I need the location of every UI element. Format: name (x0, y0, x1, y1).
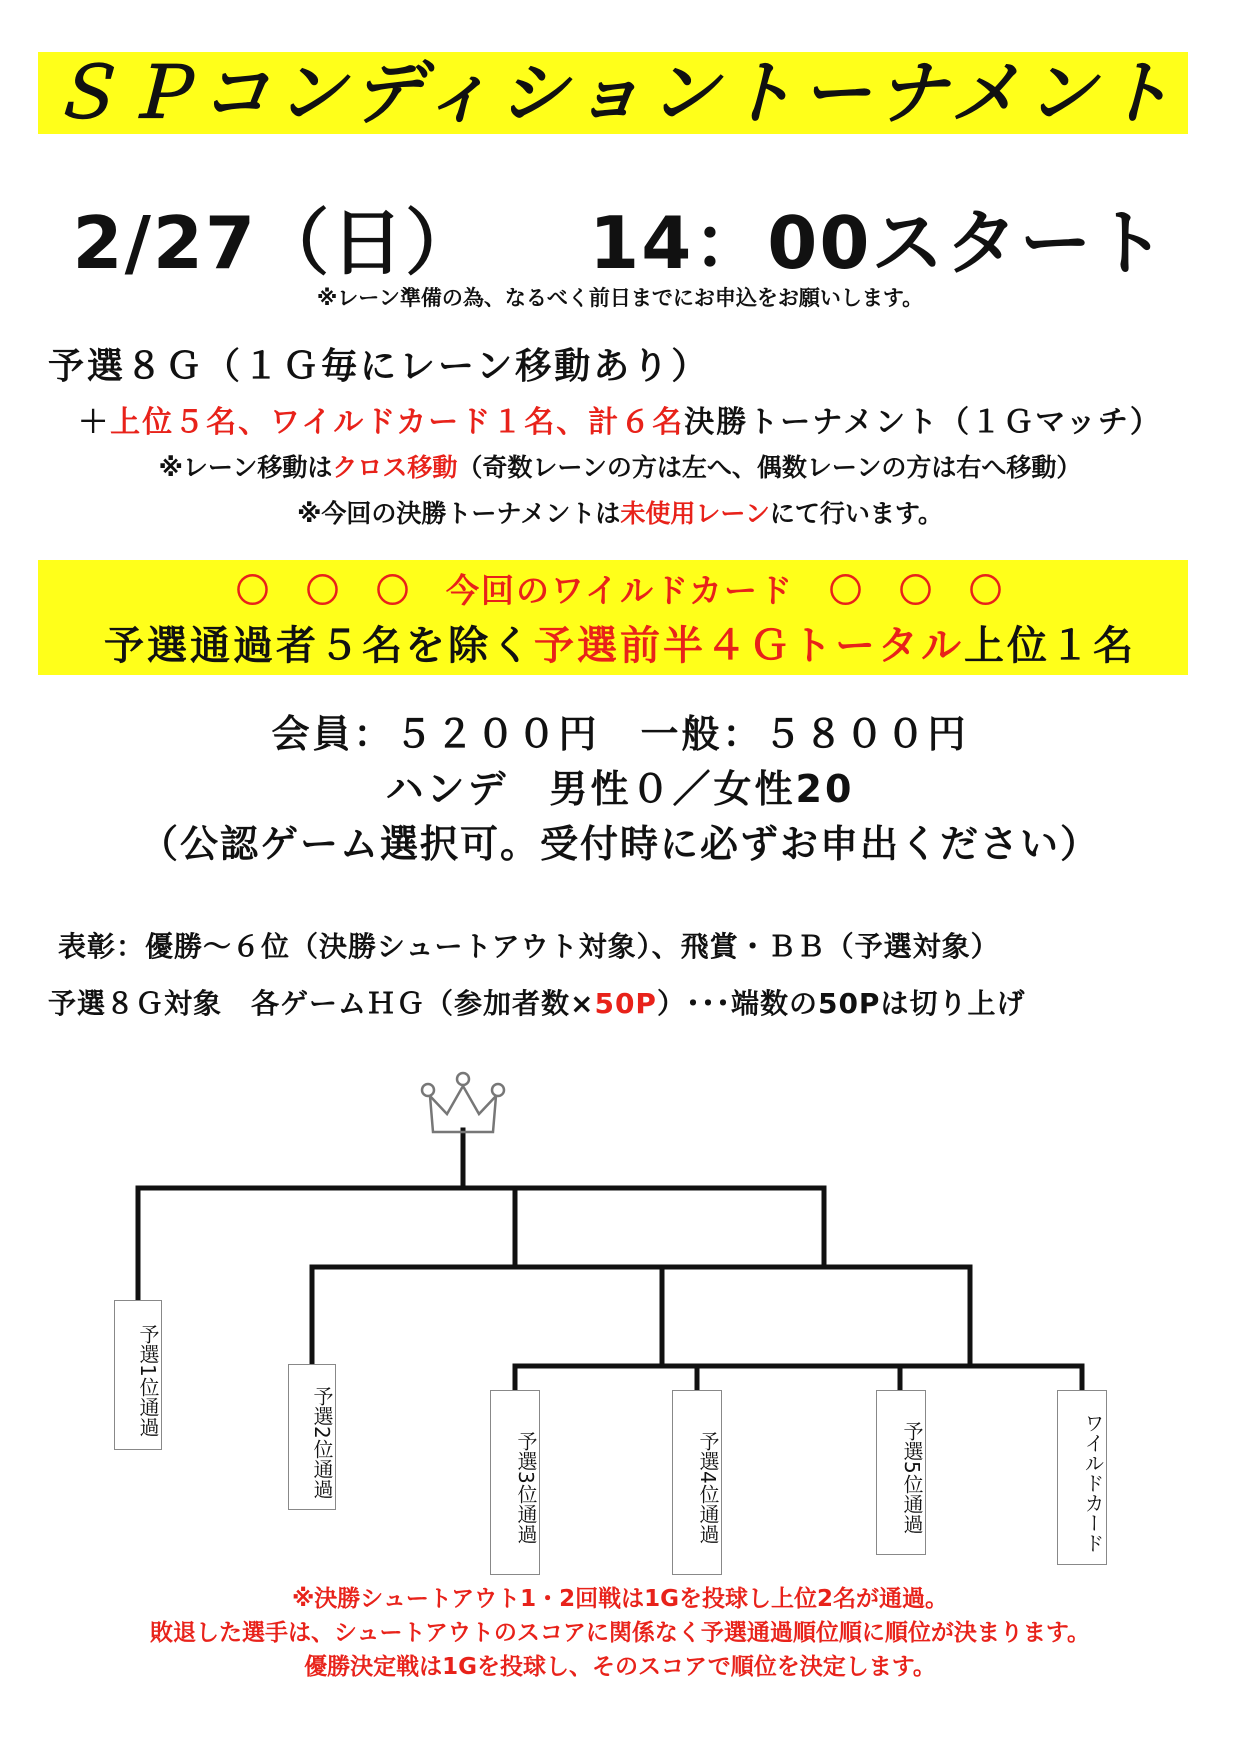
handicap: ハンデ 男性０／女性20 (385, 767, 855, 811)
lane-move-prefix: ※レーン移動は (158, 453, 333, 482)
tournament-bracket (0, 1060, 1240, 1580)
crown-icon (422, 1073, 504, 1132)
bracket-slot-3: 予選3位通過 (490, 1390, 540, 1575)
unused-lane-rest: にて行います。 (769, 499, 943, 528)
footer-note-1: ※決勝シュートアウト1・2回戦は1Gを投球し上位2名が通過。 (291, 1586, 949, 1612)
hg-points: 50P (594, 987, 657, 1020)
wildcard-desc-highlight: 予選前半４Ｇトータル (534, 623, 964, 669)
final-format (0, 397, 1240, 441)
bracket-slot-5: 予選5位通過 (876, 1390, 926, 1555)
event-start-time: 14：00スタート (589, 201, 1168, 285)
lane-move-note (0, 448, 1240, 484)
unused-lane-highlight: 未使用レーン (620, 499, 770, 528)
event-datetime (0, 185, 1240, 289)
certified-game-note: （公認ゲーム選択可。受付時に必ずお申出ください） (139, 822, 1100, 866)
awards: 表彰：優勝～６位（決勝シュートアウト対象）、飛賞・ＢＢ（予選対象） (58, 930, 1000, 963)
high-game-prize (48, 982, 1025, 1022)
bracket-slot-4: 予選4位通過 (672, 1390, 722, 1575)
lane-move-type: クロス移動 (332, 453, 458, 482)
page-title: ＳＰコンディショントーナメント (47, 52, 1179, 134)
footer-note-3: 優勝決定戦は1Gを投球し、そのスコアで順位を決定します。 (304, 1654, 936, 1680)
lane-move-detail: （奇数レーンの方は左へ、偶数レーンの方は右へ移動） (457, 453, 1082, 482)
final-qualifiers: 上位５名、ワイルドカード１名、計６名 (110, 405, 685, 440)
application-note: ※レーン準備の為、なるべく前日までにお申込をお願いします。 (316, 286, 924, 310)
wildcard-heading: 今回のワイルドカード (445, 571, 795, 610)
wildcard-description (0, 614, 1240, 671)
wildcard-desc-prefix: 予選通過者５名を除く (104, 623, 534, 669)
footer-note-2: 敗退した選手は、シュートアウトのスコアに関係なく予選通過順位順に順位が決まります。 (149, 1620, 1090, 1646)
bracket-slot-2: 予選2位通過 (288, 1364, 336, 1510)
bracket-slot-1: 予選1位通過 (114, 1300, 162, 1450)
wildcard-circles-left: 〇 〇 〇 (235, 571, 411, 610)
final-rest: 決勝トーナメント（１Ｇマッチ） (684, 405, 1162, 440)
unused-lane-note (0, 494, 1240, 530)
qualifying-format: 予選８Ｇ（１Ｇ毎にレーン移動あり） (48, 346, 711, 387)
wildcard-circles-right: 〇 〇 〇 (829, 571, 1005, 610)
entry-fees: 会員：５２００円 一般：５８００円 (271, 712, 969, 756)
event-date: 2/27（日） (72, 201, 480, 285)
hg-prefix: 予選８Ｇ対象 各ゲームＨＧ（参加者数× (48, 987, 595, 1020)
bracket-lines (0, 1060, 1240, 1580)
wildcard-desc-suffix: 上位１名 (964, 623, 1136, 669)
unused-lane-prefix: ※今回の決勝トーナメントは (297, 499, 621, 528)
hg-rest: ）･･･端数の50Pは切り上げ (656, 987, 1026, 1020)
wildcard-title (0, 565, 1240, 612)
final-prefix: ＋ (78, 405, 111, 440)
bracket-slot-wildcard: ワイルドカード (1057, 1390, 1107, 1565)
